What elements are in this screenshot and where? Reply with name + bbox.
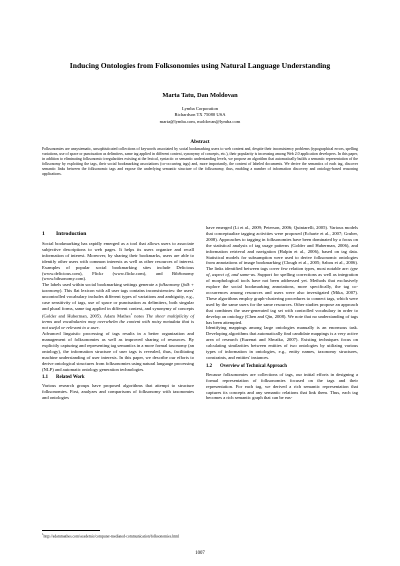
footnote-rule xyxy=(42,530,100,531)
text-run: The labels used within social bookmarking settings generate a xyxy=(42,282,159,288)
footnote xyxy=(42,532,194,539)
text-run: ( xyxy=(179,282,183,288)
abstract-text: Folksonomies are unsystematic, unsophisticated collections of keywords associated by social bookmarking users to web content and, despite their inconsistency problems (typographical errors, spelling variations, use of space or punctuation as delimiters, same tag applied in different context, synonymy of concepts, etc.), their popularity is increasing among Web 2.0 application developers. In this paper, in addition to eliminating folksonomic irregularities existing at the lexical, syntactic or semantic understanding levels, we propose an algorithm that automatically builds a semantic representation of the folksonomy by exploiting the tags, their social bookmarking associations (co-occurring tags) and, more importantly, the content of labeled documents. We derive the semantics of each tag, discover semantic links between the folksonomic tags and expose the underlying semantic structure of the folksonomy, thus, enabling a number of information discovery and ontology-based reasoning applications. xyxy=(42,147,358,176)
affiliation-org: Lymba Corporation xyxy=(181,106,219,111)
intro-paragraph-3: Advanced linguistic processing of tags results in a better organization and management of folksonomies as well as improved sharing of resources. By explicitly capturing and representing tag semantics in a more formal taxonomy (an ontology), the information structure of user tags is revealed, thus, facilitating machine understanding of user interests. In this paper, we describe our efforts to derive ontological structures from folksonomies using natural language processing (NLP) and automatic ontology generation technologies. xyxy=(42,331,194,372)
text-run-italic: folksonomy xyxy=(158,282,180,288)
footnote-number: 1 xyxy=(42,532,44,536)
subsection-number: 1.1 xyxy=(42,375,48,381)
section-number: 1 xyxy=(42,231,45,237)
subsection-heading-related-work xyxy=(42,375,194,381)
left-column xyxy=(42,231,194,401)
paper-authors: Marta Tatu, Dan Moldovan xyxy=(162,92,238,99)
text-run: notes xyxy=(132,313,147,319)
footnote-url[interactable]: http://adammathes.com/academic/computer-mediated-communication/folksonomies.html xyxy=(43,534,180,539)
text-run: ). This flat lexicon with all user tags contains inconsistencies: the users' uncontrolled vocabulary includes different types of variations and ambiguity, e.g., case sensitivity of tags, use of space or punctuation as delimiters, both singular and plural forms, same tag applied in different context, and synonymy of concepts (Golder and Huberman, 2005). Adam Mathes xyxy=(42,288,194,319)
subsection-heading-overview xyxy=(206,364,358,370)
text-run-italic: folk + taxonomy xyxy=(42,282,194,294)
affiliation-address: Richardson TX 75080 USA xyxy=(174,112,226,118)
abstract-heading: Abstract xyxy=(190,139,210,145)
affiliation-block xyxy=(40,106,360,125)
page-number: 1007 xyxy=(195,551,205,556)
right-column xyxy=(206,225,358,401)
section-heading-introduction xyxy=(42,231,194,238)
text-run: have emerged (Li et al., 2009; Peterson, 2006; Quintarelli, 2005). Various models that conceptualize tagging activities were proposed (Echarte et al., 2007; Gruber, 2008). Approaches to tagging in folksonomies have been dominated by a focus on the statistical analysis of tag usage patterns (Golder and Huberman, 2006), and information retrieval and navigation (Halpin et al., 2006), based on tag data. Statistical models for subsumption were used to derive folksonomic ontologies from annotations of image bookmarking (Clough et al., 2005; Sabou et al., 2006). The links identified between tags cover few relation types, most notable are: xyxy=(206,225,358,272)
subsection-title: Overview of Technical Approach xyxy=(220,363,287,369)
text-run-italic: The sheer multiplicity of terms and vocabularies may overwhelm the content with noisy metadata that is not useful or relevant to a user xyxy=(42,313,194,331)
text-run-italic: type of, aspect of, and same-as xyxy=(206,266,358,278)
affiliation-emails: marta@lymba.com, moldovan@lymba.com xyxy=(159,118,241,124)
related-paragraph-2 xyxy=(206,225,358,325)
related-paragraph-1: Various research groups have proposed algorithms that attempt to structure folksonomies. First, analyzes and comparisons of folksonomy with taxonomies and ontologies xyxy=(42,383,194,401)
section-title: Introduction xyxy=(56,231,87,237)
text-run: . xyxy=(98,325,100,331)
footnote-marker: 1 xyxy=(130,311,133,316)
subsection-title: Related Work xyxy=(56,375,85,381)
overview-paragraph-1: Because folksonomies are collections of tags, our initial efforts in designing a formal representation of folksonomies focused on the tags and their representation. For each tag, we derived a rich semantic representation that captures its concepts and any semantic relations that link them. Thus, each tag becomes a rich semantic graph that can be eas- xyxy=(206,371,358,401)
intro-paragraph-1: Social bookmarking has rapidly emerged as a tool that allows users to associate subjective descriptions to web pages. It helps its users organize and recall information of interest. Moreover, by sharing their bookmarks, users are able to identify other users with common interests as well as other resources of interest. Examples of popular social bookmarking sites include Delicious (www.delicious.com), Flickr (www.flickr.com), and BibSonomy (www.bibsonomy.com). xyxy=(42,241,194,282)
intro-paragraph-2 xyxy=(42,282,194,331)
paper-title: Inducing Ontologies from Folksonomies using Natural Language Understanding xyxy=(69,61,331,70)
related-paragraph-3: Identifying mappings among large ontologies manually is an enormous task. Developing algorithms that automatically find candidate mappings is a very active area of research (Euzenat and Shvaiko, 2007). Existing techniques focus on calculating similarities between entities of two ontologies by utilizing various types of information in ontologies, e.g., entity names, taxonomy structures, constraints, and entities' instances. xyxy=(206,325,358,360)
subsection-number: 1.2 xyxy=(206,363,212,369)
text-run: . Support for spelling corrections as well as integration of morphological tools have not been addressed yet. Methods that exclusively explore the social bookmarking annotations, more specifically, the tag co-occurrences among resources and users were also investigated (Mika, 2007). These algorithms employ graph-clustering procedures to connect tags, which were used by the same users for the same resources. Other studies propose an approach that combines the user-generated tag set with controlled vocabulary in order to develop an ontology (Chen and Qin, 2008). We note that no understanding of tags has been attempted. xyxy=(206,272,358,325)
